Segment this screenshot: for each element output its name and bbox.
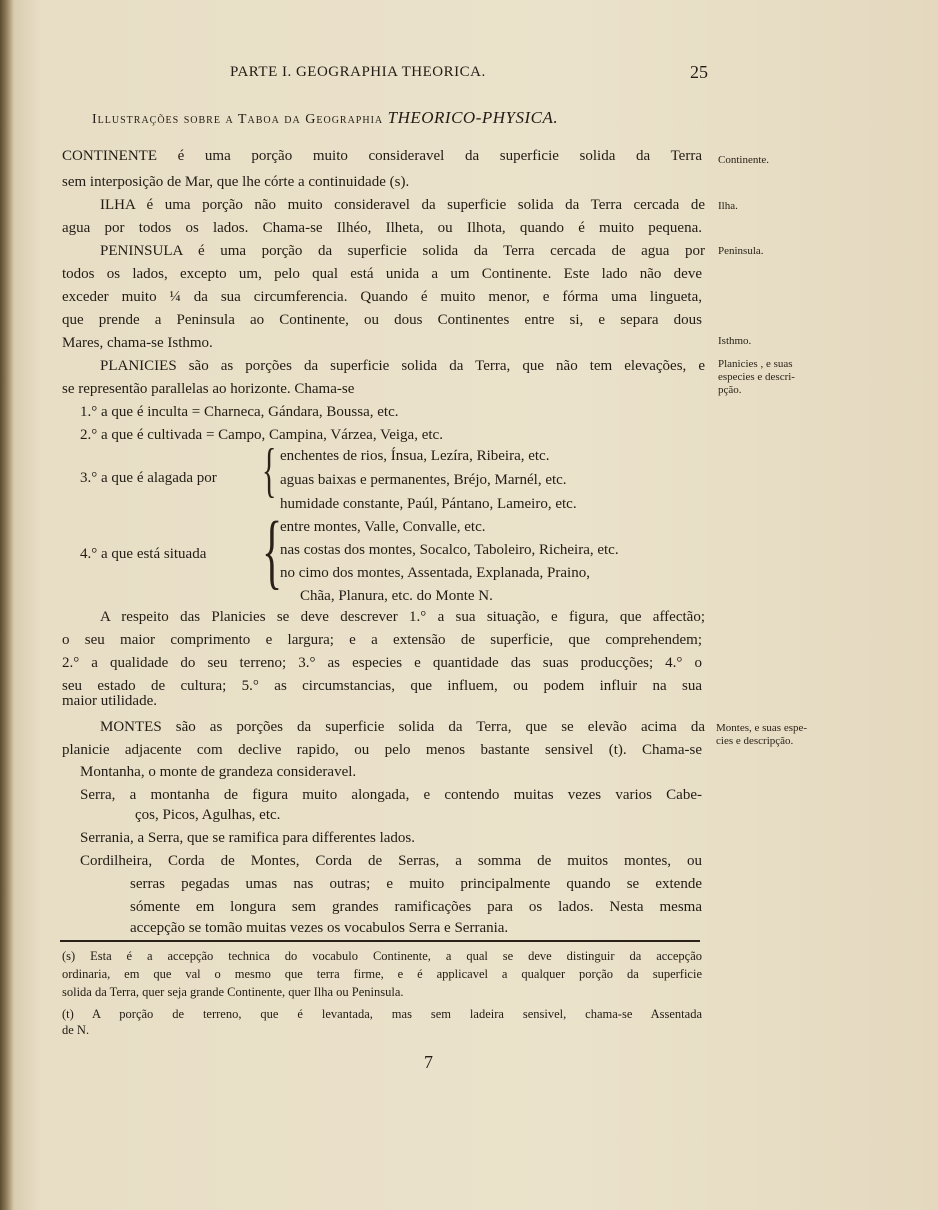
line-18: entre montes, Valle, Convalle, etc. — [280, 519, 486, 535]
line-30: Montanha, o monte de grandeza consideravel. — [80, 764, 357, 780]
footnote-rule — [60, 940, 700, 942]
line-7: exceder muito ¼ da sua circumferencia. Quando é muito menor, e fórma uma lingueta, — [62, 289, 702, 305]
line-montes: MONTES são as porções da superficie solida da Terra, que se elevão acima da — [100, 719, 705, 735]
line-9: Mares, chama-se Isthmo. — [62, 335, 213, 351]
line-23: A respeito das Planicies se deve descrever 1.° a sua situação, e figura, que affectão; — [100, 609, 705, 625]
line-12: 1.° a que é inculta = Charneca, Gándara, Boussa, etc. — [80, 404, 399, 420]
line-26: seu estado de cultura; 5.° as circumstancias, que influem, ou podem influir na sua — [62, 678, 702, 694]
line-continente: CONTINENTE é uma porção muito consideravel da superficie solida da Terra — [62, 148, 702, 164]
margin-note-planicies-line: pção. — [718, 384, 742, 396]
line-11: se representão parallelas ao horizonte. Chama-se — [62, 381, 355, 397]
margin-note-montes — [716, 722, 807, 748]
line-6: todos os lados, excepto um, pelo qual está unida a um Continente. Este lado não deve — [62, 266, 702, 282]
line-24: o seu maior comprimento e largura; e a extensão de superficie, que comprehendem; — [62, 632, 702, 648]
line-20: nas costas dos montes, Socalco, Taboleiro, Richeira, etc. — [280, 542, 619, 558]
section-title-prefix: Illustrações sobre a Taboa da Geographia — [92, 112, 384, 127]
footnote-s-line-3: solida da Terra, quer seja grande Continente, quer Ilha ou Peninsula. — [62, 985, 404, 999]
margin-note-planicies — [718, 358, 795, 397]
line-32: ços, Picos, Agulhas, etc. — [135, 807, 281, 823]
line-15: 3.° a que é alagada por — [80, 470, 217, 486]
line-17: humidade constante, Paúl, Pántano, Lameiro, etc. — [280, 496, 577, 512]
line-22: Chãa, Planura, etc. do Monte N. — [300, 588, 493, 604]
brace-left-icon: { — [262, 505, 283, 598]
margin-note-montes-line: Montes, e suas espe- — [716, 722, 808, 734]
line-13: 2.° a que é cultivada = Campo, Campina, Várzea, Veiga, etc. — [80, 427, 443, 443]
margin-note-planicies-line: especies e descri- — [718, 371, 795, 383]
line-21: no cimo dos montes, Assentada, Explanada, Praino, — [280, 565, 590, 581]
footnote-s: (s) Esta é a accepção technica do vocabulo Continente, a qual se deve distinguir da accepção — [62, 949, 702, 963]
line-ilha: ILHA é uma porção não muito consideravel da superficie solida da Terra cercada de — [100, 197, 705, 213]
line-16: aguas baixas e permanentes, Bréjo, Marnél, etc. — [280, 472, 567, 488]
margin-note-ilha: Ilha. — [718, 200, 738, 212]
line-36: sómente em longura sem grandes ramificações para os lados. Nesta mesma — [130, 899, 702, 915]
line-25: 2.° a qualidade do seu terreno; 3.° as especies e quantidade das suas producções; 4.° o — [62, 655, 702, 671]
section-title — [92, 108, 558, 128]
margin-note-isthmo: Isthmo. — [718, 335, 752, 347]
brace-left-icon: { — [262, 437, 277, 503]
page-number: 25 — [690, 62, 708, 82]
line-34: Cordilheira, Corda de Montes, Corda de Serras, a somma de muitos montes, ou — [80, 853, 702, 869]
line-35: serras pegadas umas nas outras; e muito principalmente quando se extende — [130, 876, 702, 892]
signature-mark: 7 — [424, 1052, 433, 1072]
margin-note-planicies-line: Planicies , e suas — [718, 358, 793, 370]
line-37: accepção se tomão muitas vezes os vocabulos Serra e Serrania. — [130, 920, 509, 936]
running-header: PARTE I. GEOGRAPHIA THEORICA. — [230, 64, 486, 80]
footnote-t: (t) A porção de terreno, que é levantada, mas sem ladeira sensivel, chama-se Assentada — [62, 1007, 702, 1021]
line-8: que prende a Peninsula ao Continente, ou dous Continentes entre si, e separa dous — [62, 312, 702, 328]
line-planicies: PLANICIES são as porções da superficie solida da Terra, que não tem elevações, e — [100, 358, 705, 374]
line-31: Serra, a montanha de figura muito alongada, e contendo muitas vezes varios Cabe- — [80, 787, 702, 803]
line-33: Serrania, a Serra, que se ramifica para differentes lados. — [80, 830, 415, 846]
footnote-s-line-2: ordinaria, em que val o mesmo que terra firme, e é applicavel a qualquer porção da superficie — [62, 967, 702, 981]
line-14: enchentes de rios, Ínsua, Lezíra, Ribeira, etc. — [280, 448, 550, 464]
line-peninsula: PENINSULA é uma porção da superficie solida da Terra cercada de agua por — [100, 243, 705, 259]
line-27: maior utilidade. — [62, 693, 157, 709]
section-title-emphasis: THEORICO-PHYSICA. — [387, 108, 559, 127]
line-2: sem interposição de Mar, que lhe córte a continuidade (s). — [62, 174, 410, 190]
line-29: planicie adjacente com declive rapido, ou pelo menos bastante sensivel (t). Chama-se — [62, 742, 702, 758]
margin-note-peninsula: Peninsula. — [718, 245, 764, 257]
margin-note-continente: Continente. — [718, 154, 770, 166]
footnote-t-line-2: de N. — [62, 1023, 90, 1037]
line-19: 4.° a que está situada — [80, 546, 207, 562]
margin-note-montes-line: cies e descripção. — [716, 735, 794, 747]
line-4: agua por todos os lados. Chama-se Ilhéo, Ilheta, ou Ilhota, quando é muito pequena. — [62, 220, 702, 236]
